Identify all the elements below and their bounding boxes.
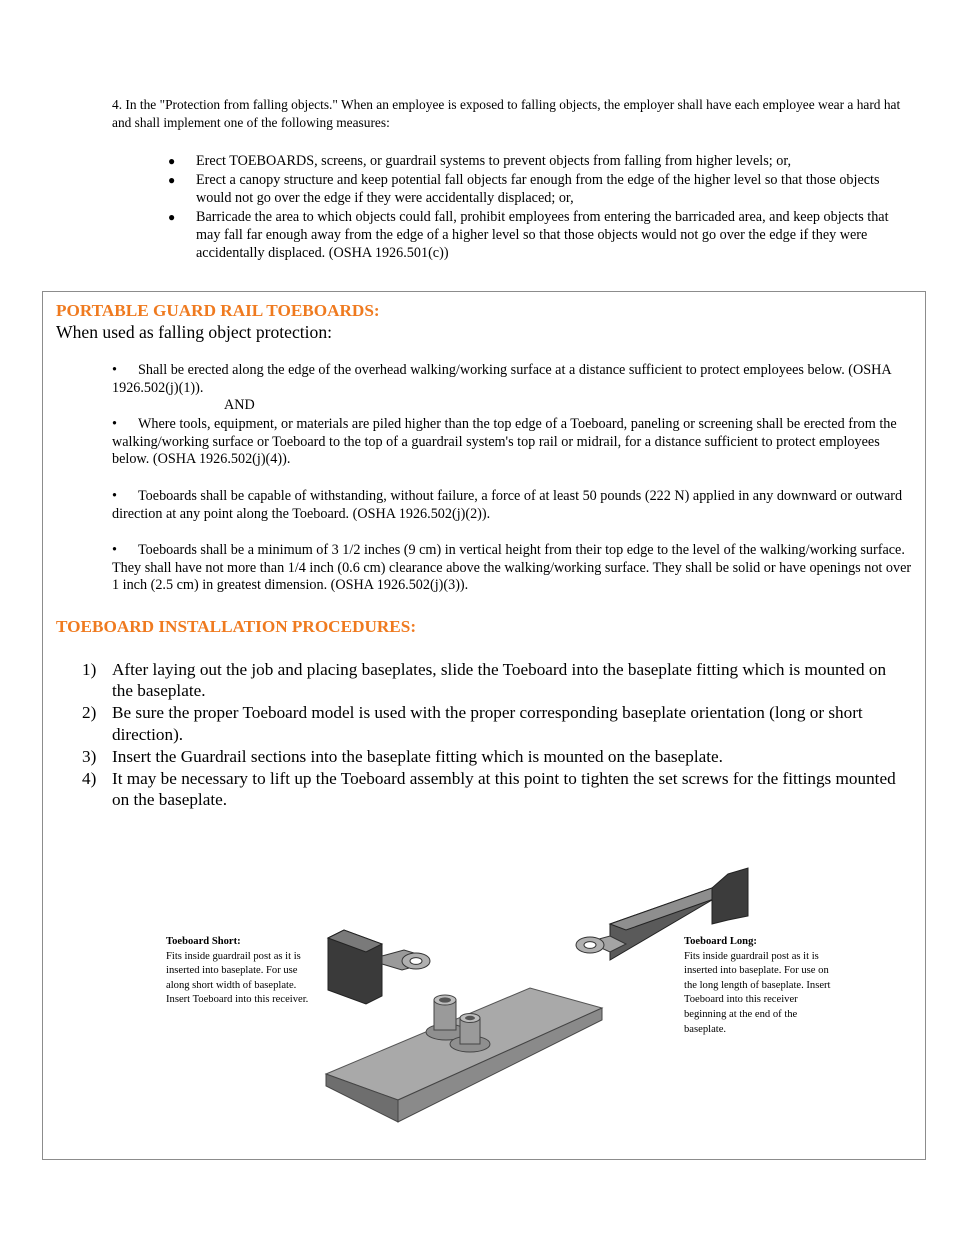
bullet-icon: •: [112, 416, 117, 432]
requirement-item: [112, 488, 912, 523]
step-text: It may be necessary to lift up the Toeboard assembly at this point to tighten the set screws for the fittings mounted on the baseplate.: [112, 768, 896, 810]
caption-text: Fits inside guardrail post as it is inserted into baseplate. For use along short width of baseplate. Insert Toeboard into this receiver.: [166, 950, 309, 1006]
installation-steps: [82, 659, 902, 811]
caption-title: Toeboard Short:: [166, 936, 241, 947]
measure-item: [168, 152, 908, 170]
measure-text: Erect a canopy structure and keep potential fall objects far enough from the edge of the higher level so that those objects would not go over the edge if they were accidentally displaced; or,: [196, 172, 880, 207]
bullet-icon: ●: [168, 210, 176, 224]
step-number: 1): [82, 660, 97, 679]
baseplate-toeboard-illustration: [320, 860, 760, 1128]
section-heading-installation: TOEBOARD INSTALLATION PROCEDURES:: [56, 617, 417, 636]
bullet-icon: •: [112, 542, 117, 558]
measure-text: Barricade the area to which objects could fall, prohibit employees from entering the barricaded area, and keep objects that may fall far enough away from the edge of a higher level so that those objects would not go over the edge if they were accidentally displaced. (OSHA 1926.501(c)): [196, 209, 889, 262]
requirement-item: [112, 542, 912, 595]
toeboard-long: [576, 868, 748, 960]
bullet-icon: •: [112, 488, 117, 504]
step-item: [82, 702, 902, 745]
measure-item: [168, 171, 908, 207]
step-text: Insert the Guardrail sections into the baseplate fitting which is mounted on the baseplate.: [112, 746, 723, 766]
caption-title: Toeboard Long:: [684, 936, 757, 947]
caption-toeboard-short: [166, 935, 316, 1008]
step-text: After laying out the job and placing baseplates, slide the Toeboard into the baseplate fitting which is mounted on the baseplate.: [112, 660, 887, 701]
requirement-text: Toeboards shall be a minimum of 3 1/2 inches (9 cm) in vertical height from their top edge to the level of the walking/working surface. They shall have not more than 1/4 inch (0.6 cm) clearance above the walking/working surface. They shall be solid or have openings not over 1 inch (2.5 cm) in greatest dimension. (OSHA 1926.502(j)(3)).: [112, 542, 912, 594]
bullet-icon: ●: [168, 154, 176, 168]
step-item: [82, 768, 902, 811]
step-item: [82, 659, 902, 702]
step-number: 4): [82, 768, 97, 788]
step-item: [82, 746, 902, 767]
bullet-icon: ●: [168, 173, 176, 187]
requirement-text: Shall be erected along the edge of the overhead walking/working surface at a distance sufficient to protect employees below. (OSHA 1926.502(j)(1)).: [112, 362, 891, 396]
step-text: Be sure the proper Toeboard model is used with the proper corresponding baseplate orientation (long or short direction).: [112, 703, 863, 744]
section-subheading: When used as falling object protection:: [56, 322, 333, 342]
intro-paragraph: 4. In the "Protection from falling objects." When an employee is exposed to falling objects, the employer shall have each employee wear a hard hat and shall implement one of the following measures:: [112, 97, 901, 130]
and-label: AND: [224, 397, 255, 413]
toeboard-short: [328, 930, 430, 1004]
requirement-text: Toeboards shall be capable of withstanding, without failure, a force of at least 50 pounds (222 N) applied in any downward or outward direction at any point along the Toeboard. (OSHA 1926.502(j)(2)).: [112, 488, 903, 522]
step-number: 2): [82, 703, 97, 723]
requirement-item: [112, 416, 912, 469]
measure-text: Erect TOEBOARDS, screens, or guardrail systems to prevent objects from falling from higher levels; or,: [196, 153, 792, 169]
requirement-text: Where tools, equipment, or materials are piled higher than the top edge of a Toeboard, paneling or screening shall be erected from the walking/working surface or Toeboard to the top of a guardrail system's top rail or midrail, for a distance sufficient to protect employees below. (OSHA 1926.502(j)(4)).: [112, 416, 897, 468]
bullet-icon: •: [112, 362, 117, 378]
measure-item: [168, 208, 908, 263]
requirement-item: [112, 362, 912, 397]
step-number: 3): [82, 746, 97, 766]
caption-text: Fits inside guardrail post as it is inserted into baseplate. For use on the long length of baseplate. Insert Toeboard into this receiver beginning at the end of the baseplate.: [684, 950, 831, 1035]
section-heading-guard-rail: PORTABLE GUARD RAIL TOEBOARDS:: [56, 301, 380, 320]
